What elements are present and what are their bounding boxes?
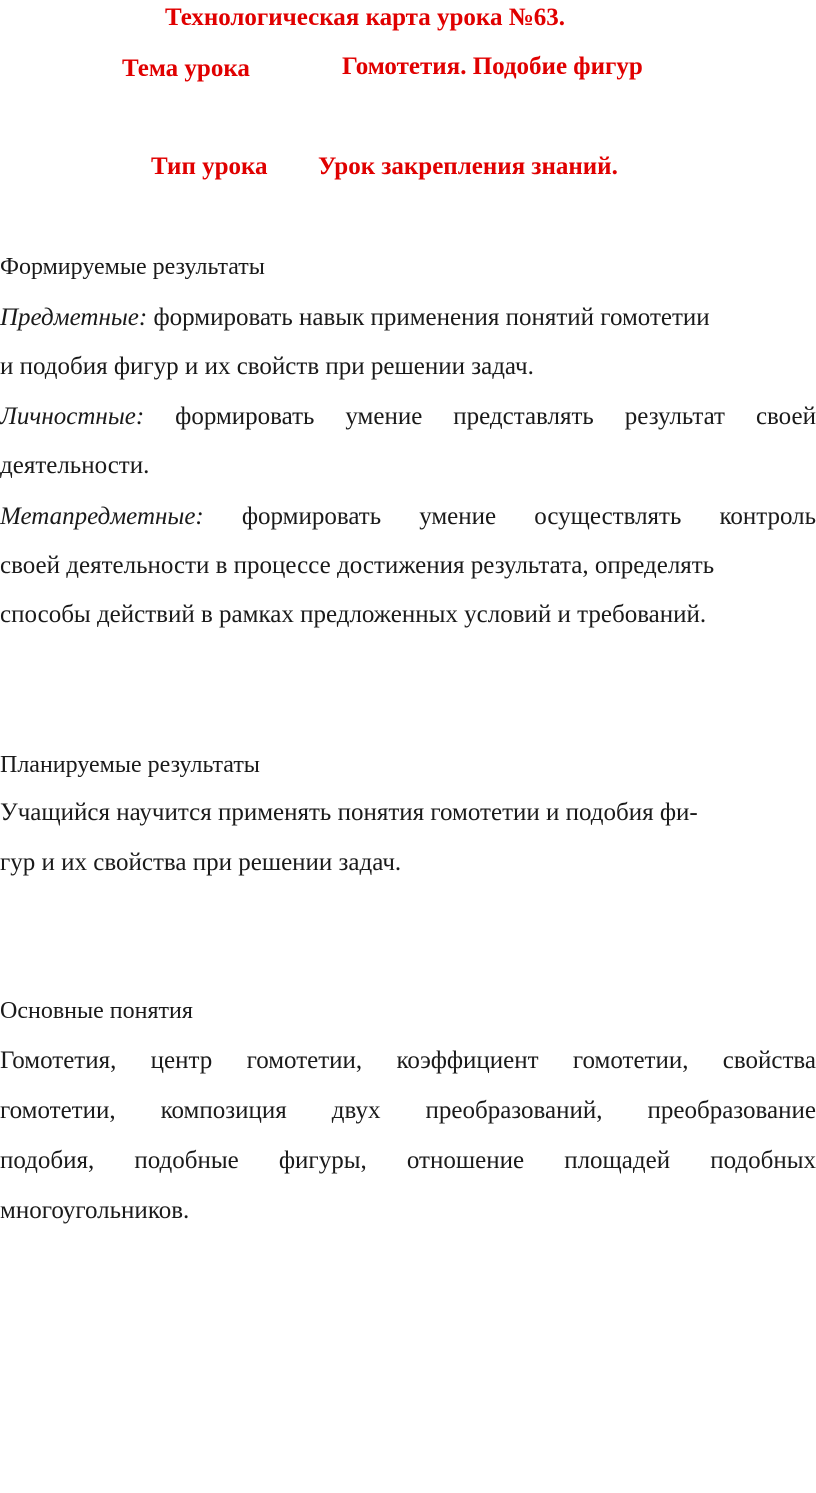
key-concepts-line3 — [0, 1146, 816, 1176]
lesson-type-label: Тип урока — [151, 153, 268, 180]
lesson-type-value: Урок закрепления знаний. — [318, 153, 618, 180]
concept-word: Гомотетия, — [0, 1047, 117, 1074]
concept-word: гомотетии, — [246, 1047, 363, 1074]
meta-results-line3: способы действий в рамках предложенных условий и требований. — [0, 601, 707, 628]
concept-word: подобных — [710, 1147, 816, 1174]
concept-word: подобия, — [0, 1147, 95, 1174]
concept-word: гомотетии, — [0, 1097, 116, 1124]
document-title: Технологическая карта урока №63. — [165, 4, 566, 31]
key-concepts-heading: Основные понятия — [0, 998, 193, 1024]
planned-results-line2: гур и их свойства при решении задач. — [0, 849, 402, 876]
key-concepts-line4: многоугольников. — [0, 1197, 190, 1224]
subject-results-line2: и подобия фигур и их свойств при решении задач. — [0, 353, 534, 380]
meta-results-line1 — [0, 502, 816, 532]
concept-word: подобные — [134, 1147, 239, 1174]
concept-word: преобразований, — [425, 1097, 603, 1124]
personal-results-line2: деятельности. — [0, 452, 150, 479]
personal-word: умение — [345, 403, 423, 430]
personal-word: результат — [624, 403, 725, 430]
personal-word: своей — [755, 403, 816, 430]
personal-results-line1 — [0, 402, 816, 432]
key-concepts-line1 — [0, 1046, 816, 1076]
concept-word: преобразование — [647, 1097, 816, 1124]
meta-word: осуществлять — [534, 503, 682, 530]
concept-word: центр — [150, 1047, 213, 1074]
concept-word: композиция — [160, 1097, 287, 1124]
concept-word: свойства — [722, 1047, 816, 1074]
personal-word: представлять — [453, 403, 594, 430]
meta-word: контроль — [719, 503, 816, 530]
subject-results-line1 — [0, 303, 816, 333]
meta-results-label: Метапредметные: — [0, 503, 204, 530]
topic-label: Тема урока — [122, 55, 250, 82]
planned-results-heading: Планируемые результаты — [0, 752, 260, 778]
personal-results-label: Личностные: — [0, 403, 145, 430]
concept-word: отношение — [406, 1147, 525, 1174]
concept-word: фигуры, — [278, 1147, 367, 1174]
key-concepts-line2 — [0, 1096, 816, 1126]
concept-word: гомотетии, — [572, 1047, 689, 1074]
formed-results-heading: Формируемые результаты — [0, 254, 265, 280]
concept-word: площадей — [564, 1147, 671, 1174]
topic-value: Гомотетия. Подобие фигур — [342, 53, 643, 80]
meta-word: умение — [419, 503, 497, 530]
subject-results-text: формировать навык применения понятий гомотетии — [153, 304, 710, 331]
personal-word: формировать — [175, 403, 315, 430]
meta-results-line2: своей деятельности в процессе достижения результата, определять — [0, 552, 715, 579]
meta-word: формировать — [241, 503, 382, 530]
concept-word: двух — [331, 1097, 381, 1124]
planned-results-line1: Учащийся научится применять понятия гомотетии и подобия фи- — [0, 799, 698, 826]
subject-results-label: Предметные: — [0, 304, 148, 331]
concept-word: коэффициент — [396, 1047, 539, 1074]
